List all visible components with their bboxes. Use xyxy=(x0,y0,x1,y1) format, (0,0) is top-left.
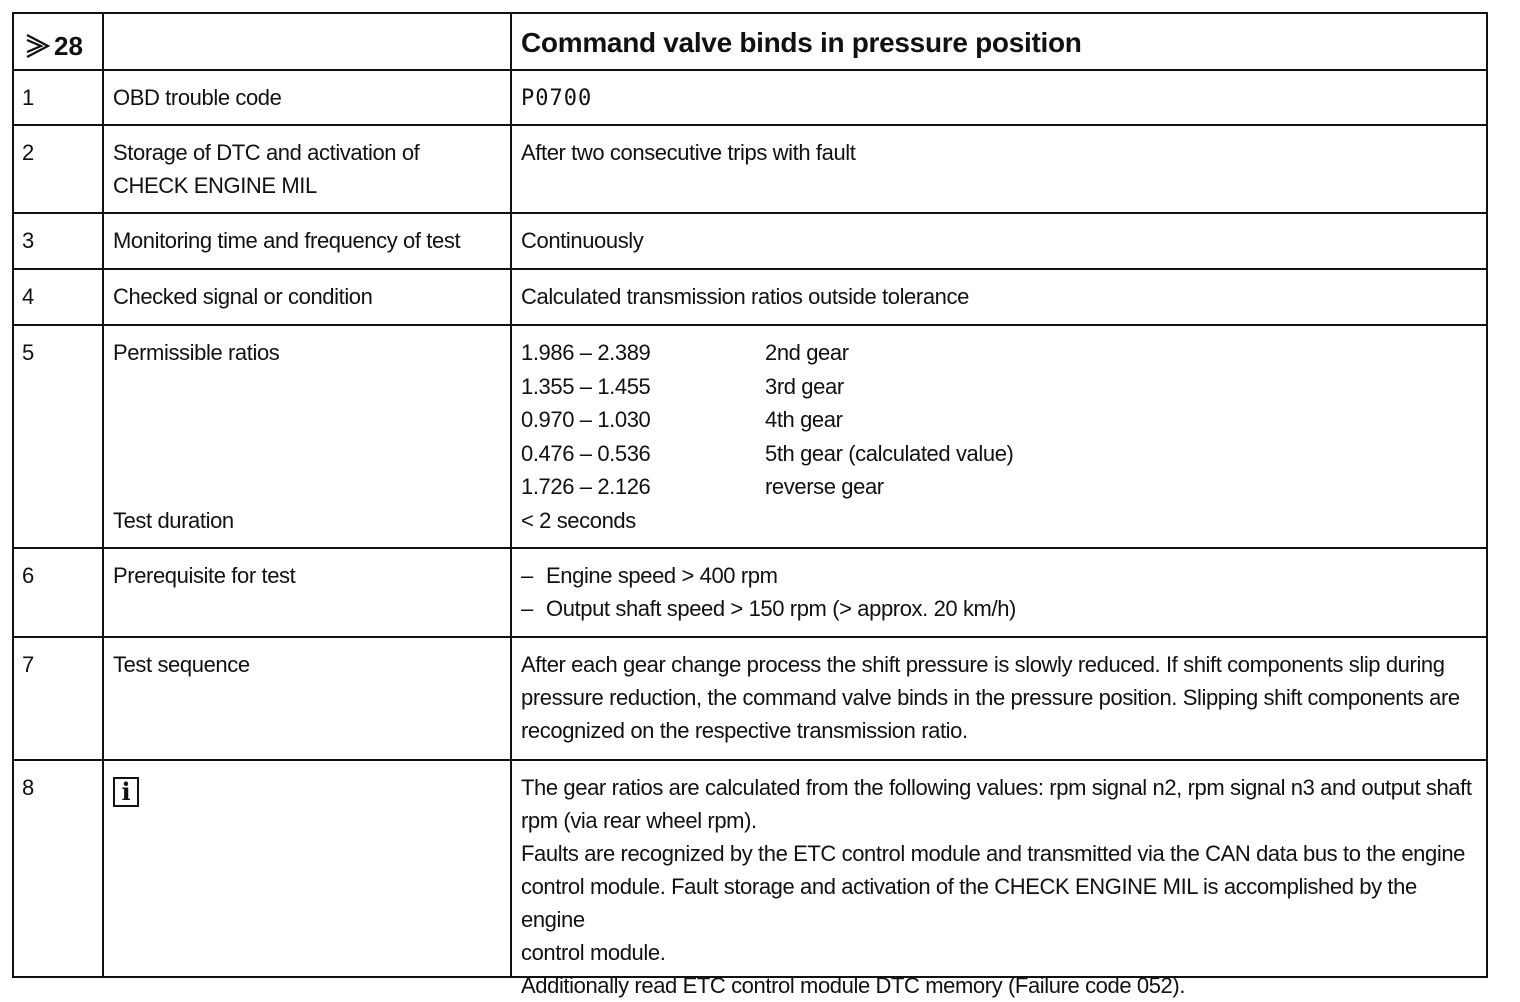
ratio-range: 1.726 – 2.126 xyxy=(521,474,651,499)
row-number: 5 xyxy=(22,340,35,365)
table-row xyxy=(14,326,1486,549)
diagnostic-table xyxy=(12,12,1488,998)
row-number: 7 xyxy=(22,652,35,677)
table-row xyxy=(14,214,1486,270)
row-value: After two consecutive trips with fault xyxy=(510,126,1488,212)
paragraph-line: recognized on the respective transmission ratio. xyxy=(521,718,968,743)
ratio-range: 0.970 – 1.030 xyxy=(521,407,651,432)
paragraph-line: Additionally read ETC control module DTC memory (Failure code 052). xyxy=(521,973,1186,998)
section-arrow-icon xyxy=(24,31,52,61)
row-value xyxy=(510,71,1488,124)
row-label: Prerequisite for test xyxy=(102,549,510,636)
ratio-line xyxy=(521,336,1480,370)
paragraph-line: rpm (via rear wheel rpm). xyxy=(521,808,757,833)
row-value xyxy=(510,326,1488,547)
list-item-text: Output shaft speed > 150 rpm (> approx. 20 km/h) xyxy=(546,596,1016,621)
paragraph-line: pressure reduction, the command valve binds in the pressure position. Slipping shift components are xyxy=(521,685,1460,710)
row-value: Continuously xyxy=(510,214,1488,268)
section-number-cell xyxy=(14,14,102,69)
ratio-gear: 5th gear (calculated value) xyxy=(765,440,1014,466)
ratio-gear: reverse gear xyxy=(765,474,884,499)
list-item xyxy=(521,559,1480,592)
ratio-line xyxy=(521,437,1480,471)
ratio-line xyxy=(521,370,1480,404)
row-value xyxy=(510,761,1488,998)
table-row xyxy=(14,126,1486,214)
row-number: 3 xyxy=(22,228,35,253)
bullet-dash: – xyxy=(521,563,533,588)
row-value xyxy=(510,638,1488,759)
row-label: OBD trouble code xyxy=(102,71,510,124)
header-empty-cell xyxy=(102,14,510,69)
bullet-dash: – xyxy=(521,596,533,621)
row-label-line: CHECK ENGINE MIL xyxy=(113,173,317,198)
row-number: 4 xyxy=(22,284,35,309)
table-row xyxy=(14,71,1486,126)
paragraph-line: Faults are recognized by the ETC control module and transmitted via the CAN data bus to the engine xyxy=(521,841,1466,866)
paragraph-line: The gear ratios are calculated from the following values: rpm signal n2, rpm signal n3 and output shaft xyxy=(521,775,1472,800)
ratio-range: 1.355 – 1.455 xyxy=(521,373,651,399)
row-number: 2 xyxy=(22,140,35,165)
list-item-text: Engine speed > 400 rpm xyxy=(546,563,778,588)
test-duration-value: < 2 seconds xyxy=(521,507,636,533)
row-label-line: Storage of DTC and activation of xyxy=(113,140,420,165)
test-duration-label: Test duration xyxy=(113,508,234,533)
row-value xyxy=(510,549,1488,636)
row-label: Checked signal or condition xyxy=(102,270,510,324)
row-label xyxy=(102,126,510,212)
permissible-ratios-label: Permissible ratios xyxy=(113,340,280,365)
table-row xyxy=(14,270,1486,326)
paragraph-line: After each gear change process the shift pressure is slowly reduced. If shift components slip during xyxy=(521,652,1445,677)
ratio-gear: 2nd gear xyxy=(765,340,849,365)
paragraph-line: control module. xyxy=(521,940,666,965)
table-row xyxy=(14,638,1486,761)
row-value: Calculated transmission ratios outside tolerance xyxy=(510,270,1488,324)
list-item xyxy=(521,592,1480,625)
row-label xyxy=(102,761,510,976)
table-row xyxy=(14,761,1486,998)
row-number: 6 xyxy=(22,563,35,588)
section-number: 28 xyxy=(54,30,83,61)
row-number: 1 xyxy=(22,85,35,110)
ratio-gear: 3rd gear xyxy=(765,373,844,399)
row-label: Monitoring time and frequency of test xyxy=(102,214,510,268)
ratio-range: 1.986 – 2.389 xyxy=(521,340,651,365)
info-icon: i xyxy=(113,777,139,807)
ratio-gear: 4th gear xyxy=(765,407,843,432)
ratio-range: 0.476 – 0.536 xyxy=(521,440,651,466)
row-number: 8 xyxy=(22,775,35,800)
row-label xyxy=(102,326,510,547)
ratio-line xyxy=(521,403,1480,437)
obd-code: P0700 xyxy=(521,86,593,111)
ratio-line xyxy=(521,470,1480,504)
paragraph-line: control module. Fault storage and activation of the CHECK ENGINE MIL is accomplished by the engine xyxy=(521,874,1417,932)
row-label: Test sequence xyxy=(102,638,510,759)
table-row xyxy=(14,549,1486,638)
page-title: Command valve binds in pressure position xyxy=(510,14,1488,69)
table-header-row xyxy=(14,14,1486,71)
